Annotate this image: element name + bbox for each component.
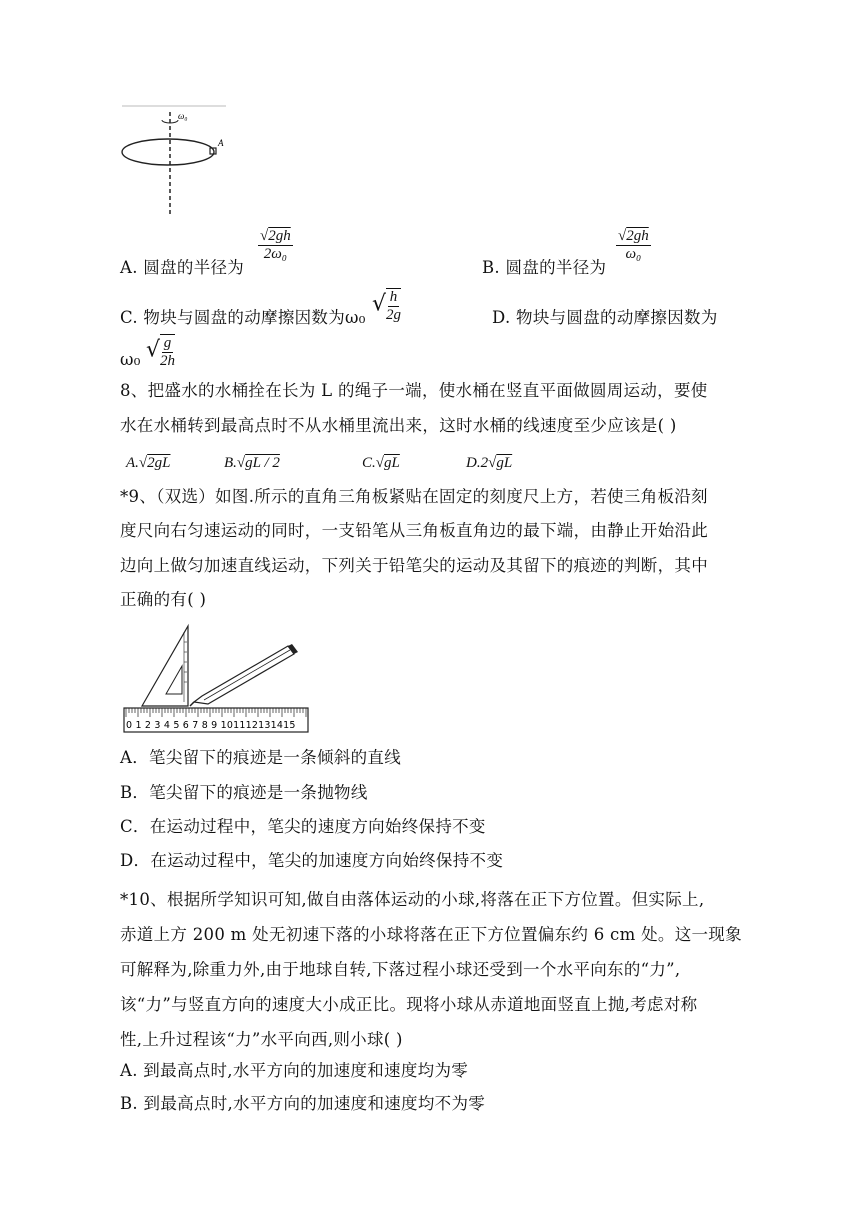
q10-stem-line2: 赤道上方 200 m 处无初速下落的小球将落在正下方位置偏东约 6 cm 处。这一现象 xyxy=(120,925,742,944)
q8-stem-line2: 水在水桶转到最高点时不从水桶里流出来，这时水桶的线速度至少应该是( ) xyxy=(120,416,677,435)
q8-option-a: A.√2gL xyxy=(126,455,171,471)
q7-option-a-formula: $\frac{√2gh}{\text{2ω₀}}$ xyxy=(260,228,291,262)
q9-stem-line2: 度尺向右匀速运动的同时，一支铅笔从三角板直角边的最下端，由静止开始沿此 xyxy=(120,521,708,540)
q8-option-c: C.√gL xyxy=(362,455,400,471)
q7-option-b: B. 圆盘的半径为 xyxy=(482,258,607,277)
q8-option-b: B.√gL / 2 xyxy=(224,455,280,471)
q9-stem-line4: 正确的有( ) xyxy=(120,590,207,609)
point-a-label: A xyxy=(218,138,224,148)
q7-option-b-formula: $\frac{√2gh}{\text{ω₀}}$ xyxy=(618,228,649,262)
q8-stem-line1: 8、把盛水的水桶拴在长为 L 的绳子一端，使水桶在竖直平面做圆周运动，要使 xyxy=(120,381,708,400)
q9-option-b: B．笔尖留下的痕迹是一条抛物线 xyxy=(120,783,368,802)
pencil-icon xyxy=(190,644,298,706)
q10-stem-line4: 该“力”与竖直方向的速度大小成正比。现将小球从赤道地面竖直上抛,考虑对称 xyxy=(120,995,698,1014)
q7-option-d-cont: ω₀ xyxy=(120,350,141,369)
q10-stem-line1: *10、根据所学知识可知,做自由落体运动的小球,将落在正下方位置。但实际上, xyxy=(120,890,705,909)
disc xyxy=(122,139,214,165)
rotating-disc-figure xyxy=(118,104,230,216)
q9-stem-line1: *9、（双选）如图.所示的直角三角板紧贴在固定的刻度尺上方，若使三角板沿刻 xyxy=(120,487,708,506)
q7-option-d-formula: √ $\frac{g}{2h}$ xyxy=(146,335,176,369)
triangle-ruler-figure xyxy=(122,622,312,734)
q9-option-d: D．在运动过程中，笔尖的加速度方向始终保持不变 xyxy=(120,851,504,870)
q9-option-c: C．在运动过程中，笔尖的速度方向始终保持不变 xyxy=(120,817,486,836)
q10-option-b: B. 到最高点时,水平方向的加速度和速度均不为零 xyxy=(120,1094,486,1113)
q7-option-d: D. 物块与圆盘的动摩擦因数为 xyxy=(492,308,718,327)
q10-stem-line5: 性,上升过程该“力”水平向西,则小球( ) xyxy=(120,1030,403,1049)
q7-option-c: C. 物块与圆盘的动摩擦因数为ω₀ xyxy=(120,308,366,327)
q8-option-d: D.2√gL xyxy=(466,455,513,471)
omega-label: ω₀ xyxy=(178,111,188,121)
ruler-numbers: 0 1 2 3 4 5 6 7 8 9 101112131415 xyxy=(126,720,296,731)
q10-option-a: A. 到最高点时,水平方向的加速度和速度均为零 xyxy=(120,1061,469,1080)
q9-option-a: A．笔尖留下的痕迹是一条倾斜的直线 xyxy=(120,748,402,767)
q7-option-a: A. 圆盘的半径为 xyxy=(120,258,245,277)
q7-option-c-formula: √ $\frac{h}{2g}$ xyxy=(372,289,402,323)
q10-stem-line3: 可解释为,除重力外,由于地球自转,下落过程小球还受到一个水平向东的“力”, xyxy=(120,960,681,979)
q9-stem-line3: 边向上做匀加速直线运动，下列关于铅笔尖的运动及其留下的痕迹的判断，其中 xyxy=(120,556,708,575)
